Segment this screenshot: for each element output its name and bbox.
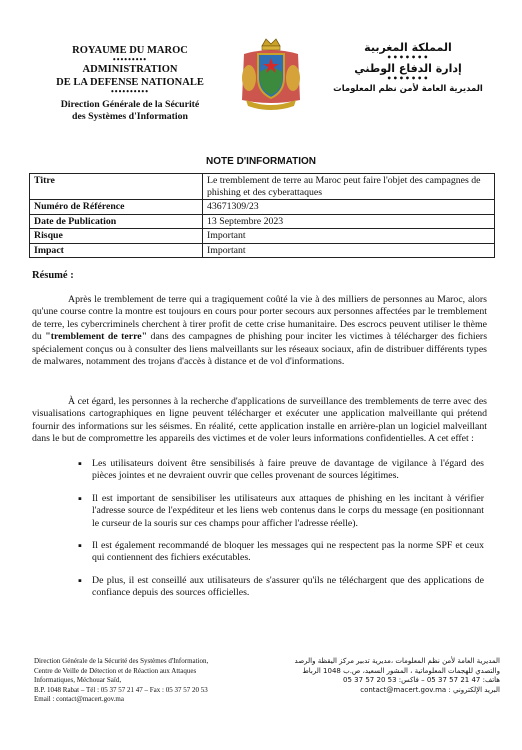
- list-item: [78, 458, 484, 483]
- note-title: NOTE D'INFORMATION: [206, 156, 316, 167]
- info-table: [29, 173, 495, 258]
- direction-name-ar: المديرية العامة لأمن نظم المعلومات: [333, 84, 483, 94]
- footer-address-fr: [34, 657, 264, 705]
- header-separator: •••••••: [386, 74, 430, 83]
- recommendation-list: [78, 458, 484, 610]
- header-separator: •••••••: [386, 53, 430, 62]
- table-row: [30, 174, 495, 200]
- footer-email: Email : contact@macert.gov.ma: [34, 695, 124, 703]
- row-value: Important: [203, 229, 495, 244]
- row-value: Le tremblement de terre au Maroc peut faire l'objet des campagnes de phishing et des cyberattaques: [203, 174, 495, 200]
- row-key: Impact: [30, 243, 203, 258]
- paragraph-1: [32, 294, 487, 368]
- footer-address-ar: [280, 657, 500, 695]
- list-item-text: De plus, il est conseillé aux utilisateurs de s'assurer qu'ils ne téléchargent que des applications de confiance depuis des sources officielles.: [92, 574, 484, 599]
- footer-line: Direction Générale de la Sécurité des Systèmes d'Information,: [34, 657, 209, 665]
- row-key: Date de Publication: [30, 214, 203, 229]
- footer-line: Centre de Veille de Détection et de Réaction aux Attaques: [34, 666, 197, 675]
- bullet-icon: ▪: [78, 458, 82, 470]
- list-item: [78, 492, 484, 530]
- defense-name-ar: إدارة الدفاع الوطني: [354, 62, 462, 75]
- footer-line: Informatiques, Méchouar Saïd,: [34, 676, 122, 684]
- footer-line: المديرية العامة لأمن نظم المعلومات ،مديرية تدبير مركز اليقظة والرصد: [294, 657, 500, 665]
- administration-name: ADMINISTRATION: [82, 64, 178, 75]
- header-separator: ••••••••••: [110, 87, 149, 96]
- header-right: [318, 40, 498, 97]
- header-left: [30, 44, 230, 123]
- keyword-highlight: "tremblement de terre": [45, 331, 148, 343]
- list-item-text: Les utilisateurs doivent être sensibilisés à faire preuve de davantage de vigilance à l'égard des pièces jointes et ne devraient ouvrir que celles provenant de sources légitimes.: [92, 458, 484, 482]
- list-item: [78, 574, 484, 600]
- direction-line-1: Direction Générale de la Sécurité: [60, 99, 200, 110]
- bullet-icon: ▪: [78, 492, 82, 505]
- list-item-text: Il est également recommandé de bloquer les messages qui ne respectent pas la norme SPF et ceux qui contiennent des fichiers exécutables.: [92, 540, 484, 564]
- royal-emblem-icon: [236, 36, 306, 110]
- row-value: Important: [203, 243, 495, 258]
- row-value: 13 Septembre 2023: [203, 214, 495, 229]
- table-row: [30, 229, 495, 244]
- kingdom-name-ar: المملكة المغربية: [364, 41, 452, 54]
- list-item-text: Il est important de sensibiliser les utilisateurs aux attaques de phishing en les incitant à vérifier l'adresse source de l'expéditeur et les liens web contenus dans le corps du message (en positionnant le curseur de la souris sur ces champs pour afficher l'adresse réelle).: [92, 492, 484, 529]
- row-key: Numéro de Référence: [30, 200, 203, 215]
- footer-line: B.P. 1048 Rabat – Tél : 05 37 57 21 47 – Fax : 05 37 57 20 53: [34, 685, 208, 694]
- row-key: Titre: [30, 174, 203, 200]
- paragraph-1-text-end: dans des campagnes de phishing pour inciter les victimes à télécharger des fichiers spécialement conçus ou à consulter des liens malveillants sur les réseaux sociaux, afin de distribuer différents types de malwares, notamment des trojans d'accès à distance et de vol d'informations.: [32, 331, 488, 368]
- header-separator: •••••••••: [112, 55, 148, 64]
- table-row: [30, 214, 495, 229]
- paragraph-2: À cet égard, les personnes à la recherche d'applications de surveillance des tremblements de terre avec des visualisations cartographiques en ligne peuvent télécharger et exécuter une application malveillante qui prétend fournir des informations sur les séismes. En réalité, cette application installe en arrière-plan un logiciel malveillant dans le but de compromettre les appareils des victimes et de voler leurs informations confidentielles. A cet effet :: [32, 396, 487, 445]
- table-row: [30, 200, 495, 215]
- table-row: [30, 243, 495, 258]
- footer-line: هاتف: 47 21 57 37 05 – فاكس: 53 20 57 37 05: [343, 676, 500, 684]
- direction-line-2: des Systèmes d'Information: [72, 111, 188, 122]
- footer-email: البريد الإلكتروني : contact@macert.gov.ma: [360, 685, 500, 694]
- bullet-icon: ▪: [78, 540, 82, 553]
- paragraph-1-text: Après le tremblement de terre qui a tragiquement coûté la vie à des milliers de personnes au Maroc, alors qu'une course contre la montre est toujours en cours pour porter secours aux personnes affectées par le tremblement de terre, les cybercriminels cherchent à tirer profit de cette crise humanitaire. Des escrocs peuvent utiliser le thème du: [32, 294, 487, 343]
- resume-heading: Résumé :: [32, 270, 74, 281]
- defense-name: DE LA DEFENSE NATIONALE: [56, 77, 204, 88]
- list-item: [78, 540, 484, 565]
- row-value: 43671309/23: [203, 200, 495, 215]
- bullet-icon: ▪: [78, 574, 82, 587]
- row-key: Risque: [30, 229, 203, 244]
- footer-line: والتصدي للهجمات المعلوماتية ، المشور السعيد، ص.ب 1048 الرباط: [302, 666, 500, 675]
- kingdom-name-fr: ROYAUME DU MAROC: [72, 45, 188, 56]
